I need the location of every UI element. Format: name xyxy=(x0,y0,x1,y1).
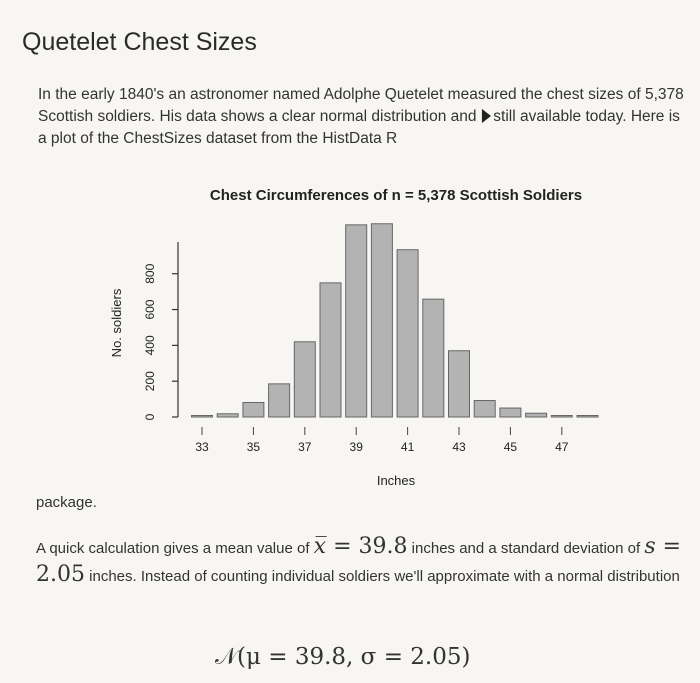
y-tick-label: 800 xyxy=(143,263,157,284)
histogram-bar xyxy=(551,416,572,418)
histogram-bars xyxy=(192,224,599,417)
x-tick-label: 47 xyxy=(555,440,569,454)
page-title: Quetelet Chest Sizes xyxy=(22,28,257,56)
x-tick-label: 33 xyxy=(195,440,209,454)
chart-x-axis-label: Inches xyxy=(376,473,416,488)
package-text: package. xyxy=(36,494,97,511)
histogram-bar xyxy=(294,342,315,417)
histogram-bar xyxy=(397,250,418,417)
statistics-paragraph xyxy=(36,534,686,590)
histogram-bar xyxy=(371,224,392,417)
x-tick-label: 41 xyxy=(400,440,415,454)
intro-paragraph xyxy=(38,84,688,150)
sd-value: 2.05 xyxy=(36,562,85,587)
histogram-bar xyxy=(577,416,598,418)
histogram-chart xyxy=(0,175,700,495)
chart-title: Chest Circumferences of n = 5,378 Scottish Soldiers xyxy=(209,187,583,204)
histogram-bar xyxy=(320,283,341,417)
histogram-bar xyxy=(243,402,264,417)
stats-text-1: A quick calculation gives a mean value of xyxy=(36,540,310,557)
histogram-svg xyxy=(0,175,700,495)
histogram-bar xyxy=(449,351,470,417)
y-tick-label: 400 xyxy=(143,335,157,356)
chart-y-axis xyxy=(143,242,178,420)
mean-value: 39.8 xyxy=(358,534,408,559)
histogram-bar xyxy=(423,299,444,417)
x-tick-label: 43 xyxy=(452,440,466,454)
y-tick-label: 600 xyxy=(143,299,157,320)
normal-distribution-formula: 𝒩(μ = 39.8, σ = 2.05) xyxy=(215,644,471,670)
histogram-bar xyxy=(346,225,367,417)
histogram-bar xyxy=(269,384,290,417)
y-tick-label: 200 xyxy=(143,371,157,392)
x-tick-label: 35 xyxy=(246,440,261,454)
histogram-bar xyxy=(474,401,495,417)
histogram-bar xyxy=(217,414,238,417)
stats-text-3: inches. Instead of counting individual soldiers we'll approximate with a normal distribution xyxy=(89,568,680,585)
mean-symbol: x̅ = 39.8 xyxy=(313,534,408,559)
x-tick-label: 39 xyxy=(349,440,363,454)
chart-y-axis-label: No. soldiers xyxy=(109,288,124,358)
x-tick-label: 45 xyxy=(503,440,518,454)
chart-x-axis xyxy=(195,427,568,454)
intro-text-part1: In the early 1840's an astronomer named Adolphe Quetelet measured the chest sizes of 5,378 Scottish soldiers. His data shows a clear normal distribution and i xyxy=(38,86,684,125)
histogram-bar xyxy=(526,413,547,417)
mouse-cursor-icon xyxy=(482,109,491,123)
sd-symbol: s = 2.05 xyxy=(36,534,682,587)
histogram-bar xyxy=(192,416,213,418)
stats-text-2: inches and a standard deviation of xyxy=(411,540,641,557)
y-tick-label: 0 xyxy=(143,413,157,421)
intro-text-part2: still available today. Here is a plot of the ChestSizes dataset from the HistData R xyxy=(38,108,680,147)
histogram-bar xyxy=(500,408,521,417)
x-tick-label: 37 xyxy=(298,440,312,454)
